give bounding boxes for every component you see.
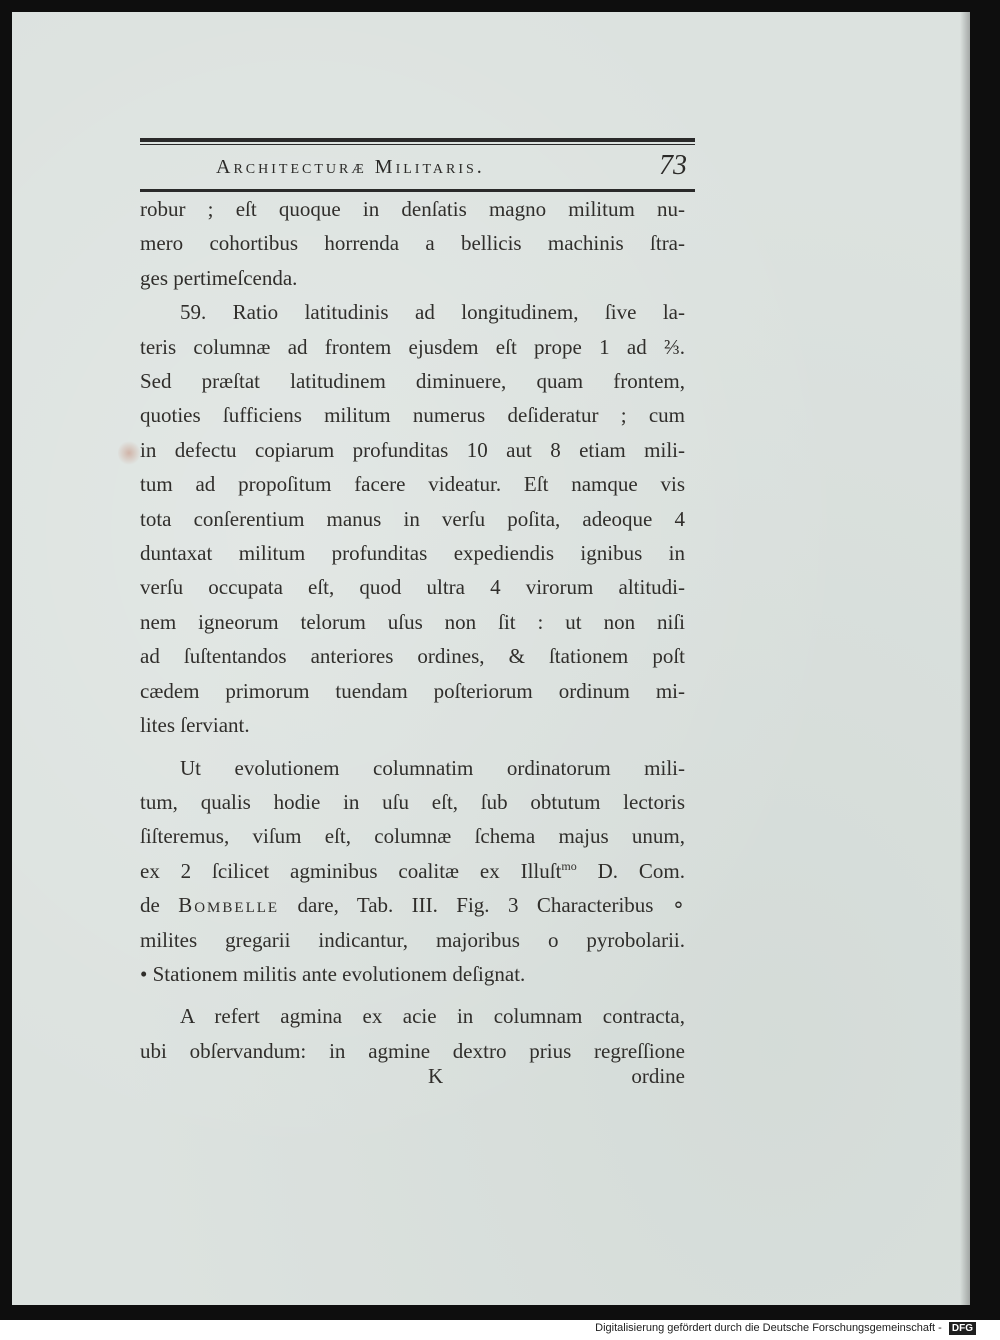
body-text (140, 192, 685, 1068)
text-line: cædem primorum tuendam poſteriorum ordinum mi- (140, 678, 685, 703)
text-line: lites ſerviant. (140, 713, 250, 738)
text-line: in defectu copiarum profunditas 10 aut 8 etiam mili- (140, 437, 685, 462)
text-line: • Stationem militis ante evolutionem deſignat. (140, 961, 526, 986)
small-caps-name: Bombelle (178, 893, 280, 918)
signature-mark: K (428, 1064, 444, 1088)
page-number: 73 (659, 150, 687, 181)
page-footer (140, 1064, 685, 1098)
catchword: ordine (631, 1064, 685, 1088)
dfg-logo: DFG (949, 1322, 976, 1335)
text-line: verſu occupata eſt, quod ultra 4 virorum altitudi- (140, 575, 685, 600)
text-line: mero cohortibus horrenda a bellicis machinis ſtra- (140, 231, 685, 256)
paragraph-gap (140, 991, 685, 999)
text-segment: ex 2 ſcilicet agminibus coalitæ ex Illuſt (140, 858, 562, 883)
text-line: Ut evolutionem columnatim ordinatorum mili- (180, 755, 685, 780)
page-edge-shadow (960, 12, 970, 1305)
paper-stain (118, 440, 140, 466)
text-line: ges pertimeſcenda. (140, 265, 298, 290)
credit-text: Digitalisierung gefördert durch die Deutsche Forschungsgemeinschaft - (595, 1322, 942, 1334)
running-head: Architecturæ Militaris. (216, 156, 485, 178)
text-line: ad ſuſtentandos anteriores ordines, & ſtationem poſt (140, 644, 685, 669)
text-line: 59. Ratio latitudinis ad longitudinem, ſive la- (180, 300, 685, 325)
header-rule-top (140, 138, 695, 142)
text-line (140, 888, 685, 922)
text-line: A refert agmina ex acie in columnam contracta, (180, 1004, 685, 1029)
text-line: ſiſteremus, viſum eſt, columnæ ſchema majus unum, (140, 824, 685, 849)
text-line: quoties ſufficiens militum numerus deſideratur ; cum (140, 403, 685, 428)
page-header (140, 138, 695, 194)
text-segment: D. Com. (576, 858, 685, 883)
text-segment: de (140, 893, 179, 918)
text-line: nem igneorum telorum uſus non ſit : ut non niſi (140, 609, 685, 634)
header-rule-top-thin (140, 144, 695, 145)
text-line: tum, qualis hodie in uſu eſt, ſub obtutum lectoris (140, 789, 685, 814)
text-line: Sed præſtat latitudinem diminuere, quam frontem, (140, 369, 685, 394)
paragraph-gap (140, 743, 685, 751)
text-line (140, 854, 685, 888)
text-segment: dare, Tab. III. Fig. 3 Characteribus ∘ (279, 893, 685, 918)
text-line: milites gregarii indicantur, majoribus o pyrobolarii. (140, 927, 685, 952)
text-line: tum ad propoſitum facere videatur. Eſt namque vis (140, 472, 685, 497)
superscript: mo (561, 858, 577, 873)
text-line: robur ; eſt quoque in denſatis magno militum nu- (140, 197, 685, 221)
text-line: duntaxat militum profunditas expediendis ignibus in (140, 541, 685, 566)
digitization-credit (595, 1322, 976, 1335)
text-line: teris columnæ ad frontem ejusdem eſt prope 1 ad ⅔. (140, 334, 685, 359)
text-line: ubi obſervandum: in agmine dextro prius regreſſione (140, 1038, 685, 1063)
text-line: tota conſerentium manus in verſu poſita, adeoque 4 (140, 506, 685, 531)
